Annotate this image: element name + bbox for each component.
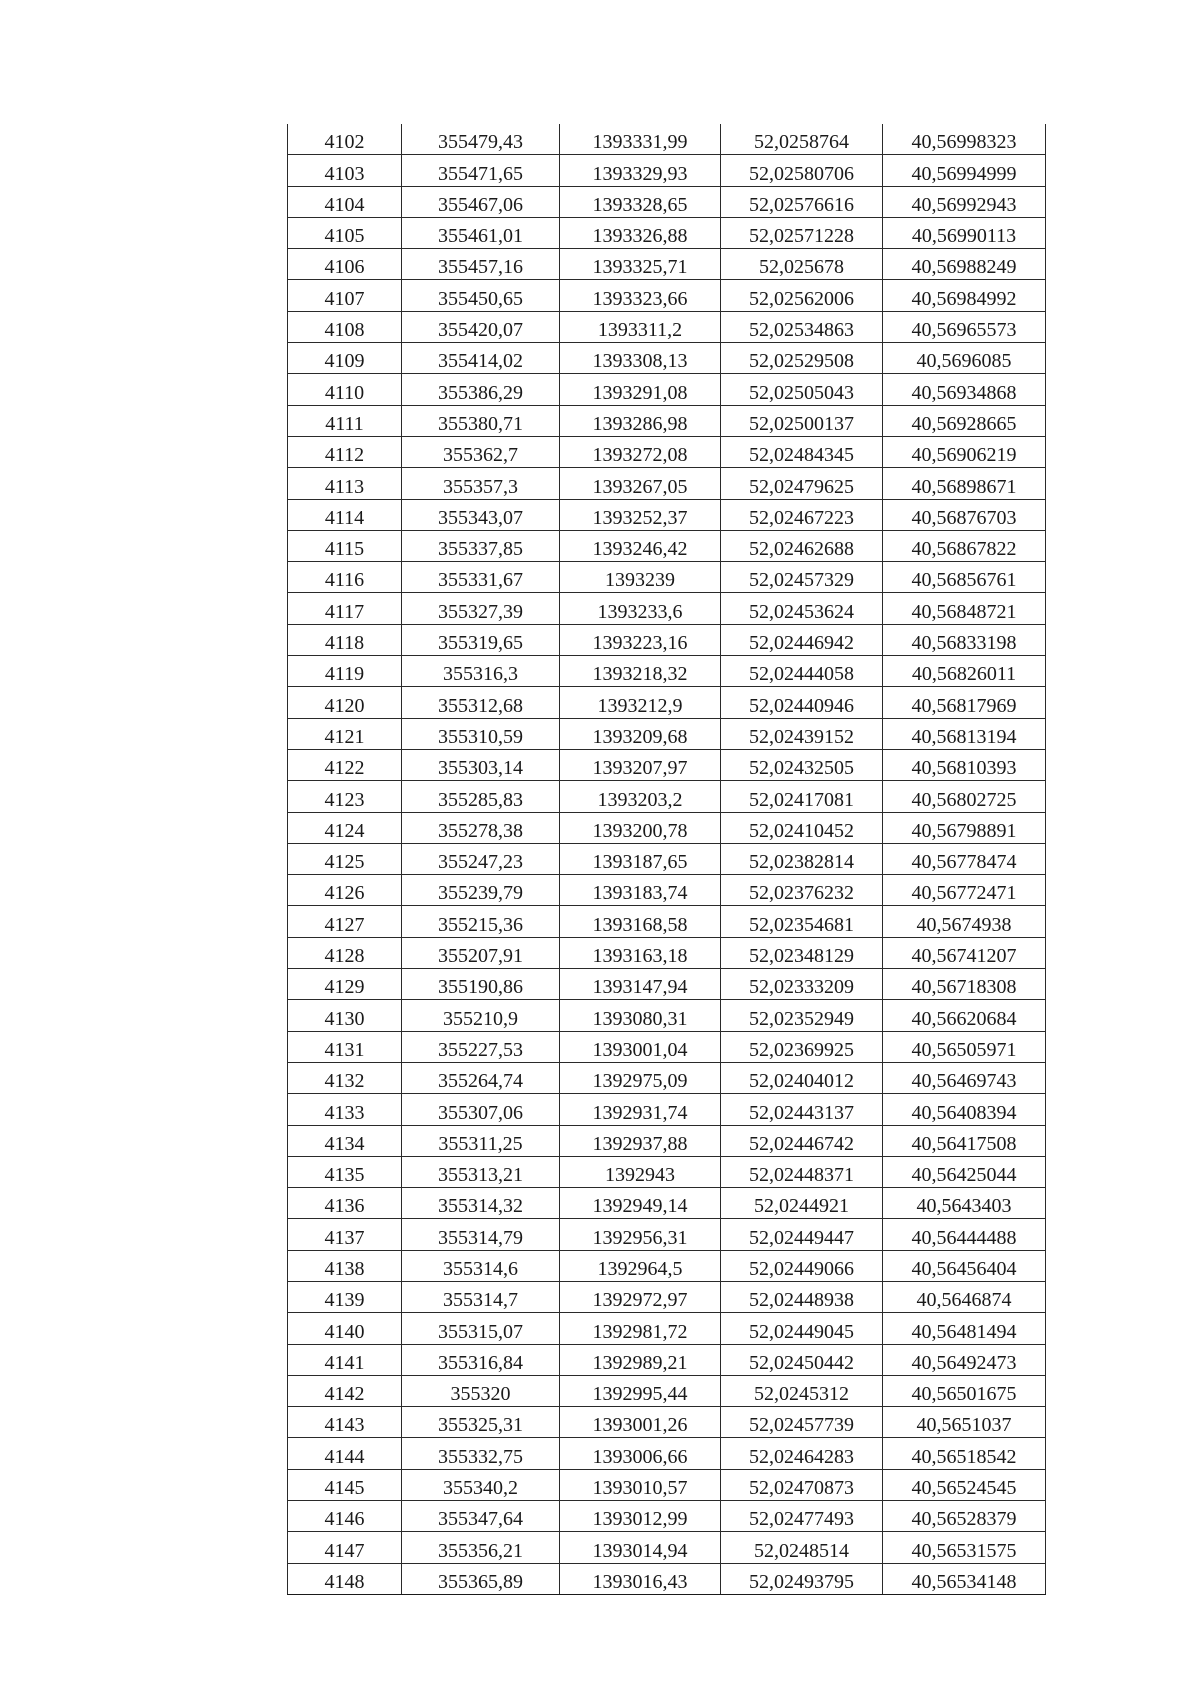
point-number-cell: 4113 <box>288 468 402 499</box>
y-coordinate-cell: 1392972,97 <box>560 1281 721 1312</box>
x-coordinate-cell: 355337,85 <box>402 530 560 561</box>
latitude-cell: 52,02477493 <box>721 1501 883 1532</box>
y-coordinate-cell: 1393014,94 <box>560 1532 721 1563</box>
table-row <box>288 1563 1046 1594</box>
x-coordinate-cell: 355310,59 <box>402 718 560 749</box>
table-row <box>288 374 1046 405</box>
point-number-cell: 4144 <box>288 1438 402 1469</box>
y-coordinate-cell: 1393308,13 <box>560 343 721 374</box>
y-coordinate-cell: 1393218,32 <box>560 656 721 687</box>
longitude-cell: 40,56826011 <box>883 656 1046 687</box>
y-coordinate-cell: 1392943 <box>560 1156 721 1187</box>
table-row <box>288 1062 1046 1093</box>
table-row <box>288 1532 1046 1563</box>
table-row <box>288 843 1046 874</box>
x-coordinate-cell: 355312,68 <box>402 687 560 718</box>
latitude-cell: 52,0245312 <box>721 1375 883 1406</box>
longitude-cell: 40,5674938 <box>883 906 1046 937</box>
longitude-cell: 40,56984992 <box>883 280 1046 311</box>
point-number-cell: 4127 <box>288 906 402 937</box>
longitude-cell: 40,5696085 <box>883 343 1046 374</box>
table-row <box>288 906 1046 937</box>
x-coordinate-cell: 355325,31 <box>402 1407 560 1438</box>
y-coordinate-cell: 1393001,04 <box>560 1031 721 1062</box>
point-number-cell: 4141 <box>288 1344 402 1375</box>
table-row <box>288 687 1046 718</box>
longitude-cell: 40,56469743 <box>883 1062 1046 1093</box>
table-row <box>288 562 1046 593</box>
table-row <box>288 1156 1046 1187</box>
table-row <box>288 937 1046 968</box>
longitude-cell: 40,56620684 <box>883 1000 1046 1031</box>
longitude-cell: 40,56906219 <box>883 436 1046 467</box>
point-number-cell: 4136 <box>288 1188 402 1219</box>
x-coordinate-cell: 355314,6 <box>402 1250 560 1281</box>
table-row <box>288 1281 1046 1312</box>
x-coordinate-cell: 355239,79 <box>402 875 560 906</box>
y-coordinate-cell: 1393252,37 <box>560 499 721 530</box>
x-coordinate-cell: 355278,38 <box>402 812 560 843</box>
table-row <box>288 1094 1046 1125</box>
x-coordinate-cell: 355357,3 <box>402 468 560 499</box>
y-coordinate-cell: 1393223,16 <box>560 624 721 655</box>
table-row <box>288 1000 1046 1031</box>
y-coordinate-cell: 1392995,44 <box>560 1375 721 1406</box>
longitude-cell: 40,56492473 <box>883 1344 1046 1375</box>
latitude-cell: 52,02404012 <box>721 1062 883 1093</box>
table-row <box>288 656 1046 687</box>
x-coordinate-cell: 355320 <box>402 1375 560 1406</box>
latitude-cell: 52,02348129 <box>721 937 883 968</box>
y-coordinate-cell: 1393080,31 <box>560 1000 721 1031</box>
point-number-cell: 4129 <box>288 969 402 1000</box>
x-coordinate-cell: 355420,07 <box>402 311 560 342</box>
longitude-cell: 40,56810393 <box>883 749 1046 780</box>
x-coordinate-cell: 355356,21 <box>402 1532 560 1563</box>
latitude-cell: 52,02493795 <box>721 1563 883 1594</box>
y-coordinate-cell: 1393233,6 <box>560 593 721 624</box>
y-coordinate-cell: 1392989,21 <box>560 1344 721 1375</box>
y-coordinate-cell: 1393200,78 <box>560 812 721 843</box>
y-coordinate-cell: 1392956,31 <box>560 1219 721 1250</box>
point-number-cell: 4131 <box>288 1031 402 1062</box>
point-number-cell: 4106 <box>288 249 402 280</box>
y-coordinate-cell: 1392981,72 <box>560 1313 721 1344</box>
table-row <box>288 1438 1046 1469</box>
y-coordinate-cell: 1393207,97 <box>560 749 721 780</box>
x-coordinate-cell: 355303,14 <box>402 749 560 780</box>
longitude-cell: 40,56802725 <box>883 781 1046 812</box>
x-coordinate-cell: 355316,3 <box>402 656 560 687</box>
table-row <box>288 280 1046 311</box>
table-row <box>288 624 1046 655</box>
table-row <box>288 1219 1046 1250</box>
x-coordinate-cell: 355332,75 <box>402 1438 560 1469</box>
longitude-cell: 40,5646874 <box>883 1281 1046 1312</box>
table-row <box>288 1031 1046 1062</box>
latitude-cell: 52,02432505 <box>721 749 883 780</box>
x-coordinate-cell: 355386,29 <box>402 374 560 405</box>
point-number-cell: 4148 <box>288 1563 402 1594</box>
latitude-cell: 52,02505043 <box>721 374 883 405</box>
longitude-cell: 40,56898671 <box>883 468 1046 499</box>
y-coordinate-cell: 1393239 <box>560 562 721 593</box>
point-number-cell: 4124 <box>288 812 402 843</box>
longitude-cell: 40,56778474 <box>883 843 1046 874</box>
x-coordinate-cell: 355457,16 <box>402 249 560 280</box>
x-coordinate-cell: 355311,25 <box>402 1125 560 1156</box>
point-number-cell: 4107 <box>288 280 402 311</box>
longitude-cell: 40,56965573 <box>883 311 1046 342</box>
longitude-cell: 40,56518542 <box>883 1438 1046 1469</box>
longitude-cell: 40,56417508 <box>883 1125 1046 1156</box>
y-coordinate-cell: 1393212,9 <box>560 687 721 718</box>
point-number-cell: 4114 <box>288 499 402 530</box>
x-coordinate-cell: 355414,02 <box>402 343 560 374</box>
latitude-cell: 52,02453624 <box>721 593 883 624</box>
table-row <box>288 217 1046 248</box>
table-row <box>288 468 1046 499</box>
table-row <box>288 249 1046 280</box>
x-coordinate-cell: 355331,67 <box>402 562 560 593</box>
latitude-cell: 52,02449447 <box>721 1219 883 1250</box>
longitude-cell: 40,56856761 <box>883 562 1046 593</box>
latitude-cell: 52,02479625 <box>721 468 883 499</box>
point-number-cell: 4110 <box>288 374 402 405</box>
y-coordinate-cell: 1393010,57 <box>560 1469 721 1500</box>
x-coordinate-cell: 355314,32 <box>402 1188 560 1219</box>
y-coordinate-cell: 1393012,99 <box>560 1501 721 1532</box>
table-row <box>288 1344 1046 1375</box>
point-number-cell: 4103 <box>288 155 402 186</box>
y-coordinate-cell: 1392931,74 <box>560 1094 721 1125</box>
longitude-cell: 40,56501675 <box>883 1375 1046 1406</box>
x-coordinate-cell: 355307,06 <box>402 1094 560 1125</box>
y-coordinate-cell: 1393328,65 <box>560 186 721 217</box>
y-coordinate-cell: 1392975,09 <box>560 1062 721 1093</box>
x-coordinate-cell: 355210,9 <box>402 1000 560 1031</box>
x-coordinate-cell: 355365,89 <box>402 1563 560 1594</box>
y-coordinate-cell: 1393329,93 <box>560 155 721 186</box>
x-coordinate-cell: 355479,43 <box>402 124 560 155</box>
y-coordinate-cell: 1393016,43 <box>560 1563 721 1594</box>
latitude-cell: 52,02352949 <box>721 1000 883 1031</box>
y-coordinate-cell: 1393286,98 <box>560 405 721 436</box>
x-coordinate-cell: 355227,53 <box>402 1031 560 1062</box>
table-row <box>288 124 1046 155</box>
latitude-cell: 52,02580706 <box>721 155 883 186</box>
table-row <box>288 812 1046 843</box>
point-number-cell: 4115 <box>288 530 402 561</box>
longitude-cell: 40,56998323 <box>883 124 1046 155</box>
table-row <box>288 1469 1046 1500</box>
point-number-cell: 4116 <box>288 562 402 593</box>
latitude-cell: 52,0248514 <box>721 1532 883 1563</box>
table-row <box>288 1501 1046 1532</box>
latitude-cell: 52,02376232 <box>721 875 883 906</box>
latitude-cell: 52,02446942 <box>721 624 883 655</box>
y-coordinate-cell: 1393168,58 <box>560 906 721 937</box>
longitude-cell: 40,56994999 <box>883 155 1046 186</box>
latitude-cell: 52,02443137 <box>721 1094 883 1125</box>
point-number-cell: 4117 <box>288 593 402 624</box>
longitude-cell: 40,56741207 <box>883 937 1046 968</box>
longitude-cell: 40,56992943 <box>883 186 1046 217</box>
y-coordinate-cell: 1392937,88 <box>560 1125 721 1156</box>
y-coordinate-cell: 1393311,2 <box>560 311 721 342</box>
x-coordinate-cell: 355450,65 <box>402 280 560 311</box>
point-number-cell: 4130 <box>288 1000 402 1031</box>
point-number-cell: 4119 <box>288 656 402 687</box>
table-row <box>288 593 1046 624</box>
table-row <box>288 311 1046 342</box>
longitude-cell: 40,56867822 <box>883 530 1046 561</box>
longitude-cell: 40,56990113 <box>883 217 1046 248</box>
point-number-cell: 4138 <box>288 1250 402 1281</box>
point-number-cell: 4145 <box>288 1469 402 1500</box>
x-coordinate-cell: 355314,7 <box>402 1281 560 1312</box>
longitude-cell: 40,56833198 <box>883 624 1046 655</box>
latitude-cell: 52,02446742 <box>721 1125 883 1156</box>
table-row <box>288 436 1046 467</box>
point-number-cell: 4133 <box>288 1094 402 1125</box>
x-coordinate-cell: 355347,64 <box>402 1501 560 1532</box>
latitude-cell: 52,02529508 <box>721 343 883 374</box>
table-row <box>288 343 1046 374</box>
longitude-cell: 40,56876703 <box>883 499 1046 530</box>
latitude-cell: 52,02484345 <box>721 436 883 467</box>
longitude-cell: 40,56798891 <box>883 812 1046 843</box>
point-number-cell: 4146 <box>288 1501 402 1532</box>
longitude-cell: 40,56481494 <box>883 1313 1046 1344</box>
y-coordinate-cell: 1393246,42 <box>560 530 721 561</box>
point-number-cell: 4125 <box>288 843 402 874</box>
latitude-cell: 52,02464283 <box>721 1438 883 1469</box>
table-row <box>288 499 1046 530</box>
longitude-cell: 40,56817969 <box>883 687 1046 718</box>
point-number-cell: 4128 <box>288 937 402 968</box>
point-number-cell: 4118 <box>288 624 402 655</box>
latitude-cell: 52,02462688 <box>721 530 883 561</box>
latitude-cell: 52,02333209 <box>721 969 883 1000</box>
y-coordinate-cell: 1393187,65 <box>560 843 721 874</box>
longitude-cell: 40,56456404 <box>883 1250 1046 1281</box>
table-row <box>288 155 1046 186</box>
y-coordinate-cell: 1393006,66 <box>560 1438 721 1469</box>
point-number-cell: 4142 <box>288 1375 402 1406</box>
coordinates-table-body <box>288 124 1046 1594</box>
longitude-cell: 40,56444488 <box>883 1219 1046 1250</box>
table-row <box>288 405 1046 436</box>
x-coordinate-cell: 355461,01 <box>402 217 560 248</box>
point-number-cell: 4122 <box>288 749 402 780</box>
latitude-cell: 52,02470873 <box>721 1469 883 1500</box>
table-row <box>288 1375 1046 1406</box>
x-coordinate-cell: 355362,7 <box>402 436 560 467</box>
latitude-cell: 52,02440946 <box>721 687 883 718</box>
point-number-cell: 4104 <box>288 186 402 217</box>
latitude-cell: 52,02439152 <box>721 718 883 749</box>
point-number-cell: 4143 <box>288 1407 402 1438</box>
table-row <box>288 969 1046 1000</box>
x-coordinate-cell: 355471,65 <box>402 155 560 186</box>
x-coordinate-cell: 355285,83 <box>402 781 560 812</box>
table-row <box>288 781 1046 812</box>
x-coordinate-cell: 355314,79 <box>402 1219 560 1250</box>
longitude-cell: 40,56848721 <box>883 593 1046 624</box>
point-number-cell: 4123 <box>288 781 402 812</box>
coordinates-table <box>287 124 1046 1595</box>
table-row <box>288 749 1046 780</box>
point-number-cell: 4112 <box>288 436 402 467</box>
point-number-cell: 4109 <box>288 343 402 374</box>
longitude-cell: 40,56928665 <box>883 405 1046 436</box>
x-coordinate-cell: 355327,39 <box>402 593 560 624</box>
x-coordinate-cell: 355207,91 <box>402 937 560 968</box>
y-coordinate-cell: 1393331,99 <box>560 124 721 155</box>
y-coordinate-cell: 1393203,2 <box>560 781 721 812</box>
longitude-cell: 40,56425044 <box>883 1156 1046 1187</box>
latitude-cell: 52,025678 <box>721 249 883 280</box>
point-number-cell: 4126 <box>288 875 402 906</box>
table-row <box>288 1125 1046 1156</box>
x-coordinate-cell: 355319,65 <box>402 624 560 655</box>
table-row <box>288 718 1046 749</box>
table-row <box>288 875 1046 906</box>
x-coordinate-cell: 355467,06 <box>402 186 560 217</box>
longitude-cell: 40,56813194 <box>883 718 1046 749</box>
longitude-cell: 40,56772471 <box>883 875 1046 906</box>
y-coordinate-cell: 1393183,74 <box>560 875 721 906</box>
y-coordinate-cell: 1393147,94 <box>560 969 721 1000</box>
y-coordinate-cell: 1393267,05 <box>560 468 721 499</box>
latitude-cell: 52,02467223 <box>721 499 883 530</box>
y-coordinate-cell: 1392964,5 <box>560 1250 721 1281</box>
longitude-cell: 40,56528379 <box>883 1501 1046 1532</box>
y-coordinate-cell: 1393291,08 <box>560 374 721 405</box>
point-number-cell: 4121 <box>288 718 402 749</box>
point-number-cell: 4132 <box>288 1062 402 1093</box>
longitude-cell: 40,56988249 <box>883 249 1046 280</box>
y-coordinate-cell: 1393323,66 <box>560 280 721 311</box>
point-number-cell: 4140 <box>288 1313 402 1344</box>
x-coordinate-cell: 355340,2 <box>402 1469 560 1500</box>
latitude-cell: 52,02534863 <box>721 311 883 342</box>
point-number-cell: 4108 <box>288 311 402 342</box>
x-coordinate-cell: 355247,23 <box>402 843 560 874</box>
table-row <box>288 186 1046 217</box>
latitude-cell: 52,02449045 <box>721 1313 883 1344</box>
latitude-cell: 52,0258764 <box>721 124 883 155</box>
latitude-cell: 52,02369925 <box>721 1031 883 1062</box>
point-number-cell: 4137 <box>288 1219 402 1250</box>
latitude-cell: 52,02354681 <box>721 906 883 937</box>
x-coordinate-cell: 355315,07 <box>402 1313 560 1344</box>
point-number-cell: 4111 <box>288 405 402 436</box>
latitude-cell: 52,02410452 <box>721 812 883 843</box>
x-coordinate-cell: 355343,07 <box>402 499 560 530</box>
x-coordinate-cell: 355316,84 <box>402 1344 560 1375</box>
latitude-cell: 52,02450442 <box>721 1344 883 1375</box>
latitude-cell: 52,02382814 <box>721 843 883 874</box>
point-number-cell: 4105 <box>288 217 402 248</box>
x-coordinate-cell: 355190,86 <box>402 969 560 1000</box>
x-coordinate-cell: 355264,74 <box>402 1062 560 1093</box>
point-number-cell: 4120 <box>288 687 402 718</box>
y-coordinate-cell: 1393325,71 <box>560 249 721 280</box>
point-number-cell: 4135 <box>288 1156 402 1187</box>
latitude-cell: 52,02500137 <box>721 405 883 436</box>
y-coordinate-cell: 1393209,68 <box>560 718 721 749</box>
point-number-cell: 4134 <box>288 1125 402 1156</box>
point-number-cell: 4147 <box>288 1532 402 1563</box>
longitude-cell: 40,56408394 <box>883 1094 1046 1125</box>
latitude-cell: 52,0244921 <box>721 1188 883 1219</box>
longitude-cell: 40,56524545 <box>883 1469 1046 1500</box>
table-row <box>288 1250 1046 1281</box>
latitude-cell: 52,02457739 <box>721 1407 883 1438</box>
latitude-cell: 52,02576616 <box>721 186 883 217</box>
longitude-cell: 40,5643403 <box>883 1188 1046 1219</box>
y-coordinate-cell: 1393163,18 <box>560 937 721 968</box>
table-row <box>288 1188 1046 1219</box>
table-row <box>288 530 1046 561</box>
y-coordinate-cell: 1393326,88 <box>560 217 721 248</box>
y-coordinate-cell: 1393001,26 <box>560 1407 721 1438</box>
latitude-cell: 52,02417081 <box>721 781 883 812</box>
y-coordinate-cell: 1392949,14 <box>560 1188 721 1219</box>
longitude-cell: 40,56531575 <box>883 1532 1046 1563</box>
latitude-cell: 52,02571228 <box>721 217 883 248</box>
longitude-cell: 40,56534148 <box>883 1563 1046 1594</box>
x-coordinate-cell: 355380,71 <box>402 405 560 436</box>
point-number-cell: 4102 <box>288 124 402 155</box>
x-coordinate-cell: 355215,36 <box>402 906 560 937</box>
table-row <box>288 1407 1046 1438</box>
latitude-cell: 52,02444058 <box>721 656 883 687</box>
longitude-cell: 40,56934868 <box>883 374 1046 405</box>
table-row <box>288 1313 1046 1344</box>
latitude-cell: 52,02448938 <box>721 1281 883 1312</box>
longitude-cell: 40,56505971 <box>883 1031 1046 1062</box>
longitude-cell: 40,56718308 <box>883 969 1046 1000</box>
latitude-cell: 52,02562006 <box>721 280 883 311</box>
x-coordinate-cell: 355313,21 <box>402 1156 560 1187</box>
point-number-cell: 4139 <box>288 1281 402 1312</box>
longitude-cell: 40,5651037 <box>883 1407 1046 1438</box>
latitude-cell: 52,02448371 <box>721 1156 883 1187</box>
y-coordinate-cell: 1393272,08 <box>560 436 721 467</box>
latitude-cell: 52,02449066 <box>721 1250 883 1281</box>
latitude-cell: 52,02457329 <box>721 562 883 593</box>
